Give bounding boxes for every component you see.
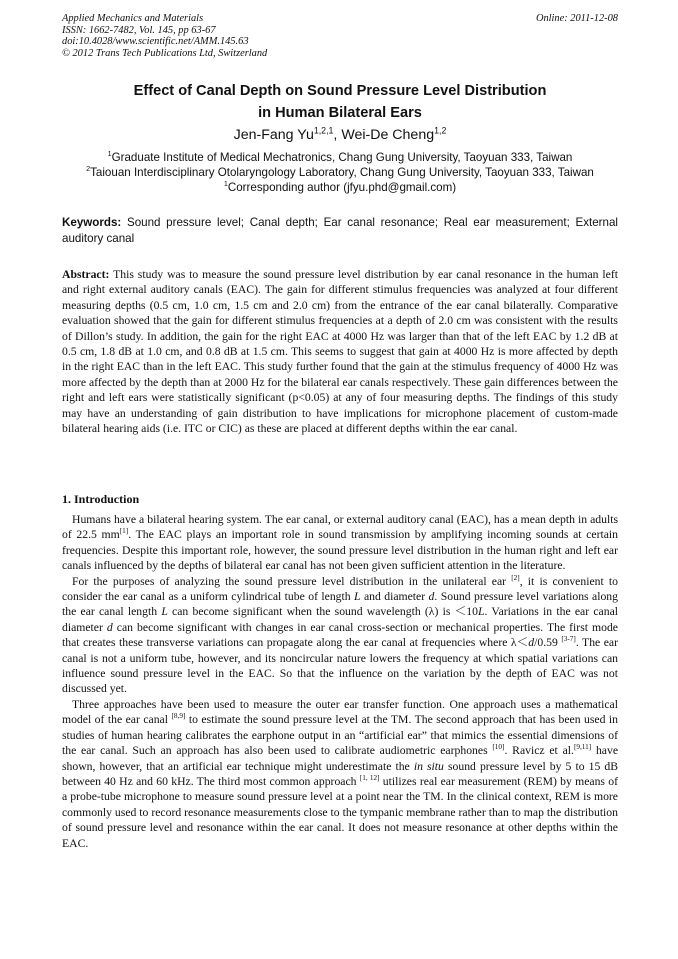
intro-paragraph-2 [62, 574, 618, 697]
p3-text-c: . Ravicz et al. [504, 744, 574, 758]
paper-title [62, 80, 618, 124]
p3-text-d: have shown, however, that an artificial ear technique might underestimate the [62, 744, 619, 773]
journal-name: Applied Mechanics and Materials [62, 13, 204, 24]
p1-text-a: Humans have a bilateral hearing system. The ear canal, or external auditory canal (EAC), has a mean depth in adults of 22.5 mm [62, 513, 618, 542]
in-situ-term: in situ [413, 759, 444, 773]
affiliation-2 [62, 163, 618, 181]
author-2-name: Wei-De Cheng [341, 127, 435, 143]
p2-text-j: . The ear canal is not a uniform tube, however, and its noncircular nature lowers the frequency at which spatial variations can influence sound pressure level in the EAC. So that the influence on the variation by the depth of EAC was not discussed yet. [62, 636, 618, 696]
affiliations [62, 151, 618, 195]
keywords-label: Keywords: [62, 216, 122, 229]
citation-9-11[interactable]: [9,11] [573, 743, 592, 752]
p2-text-a: For the purposes of analyzing the sound pressure level distribution in the unilateral ear [72, 574, 512, 588]
symbol-d: d [528, 636, 535, 650]
p2-text-c: and diameter [360, 590, 429, 604]
p2-text-i: /0.59 [534, 636, 562, 650]
affiliation-2-marker: 2 [86, 163, 91, 173]
symbol-L: L [354, 590, 361, 604]
symbol-L: L [477, 605, 485, 619]
affiliation-1-marker: 1 [107, 149, 112, 159]
abstract-block [62, 267, 618, 436]
p3-text-b: to estimate the sound pressure level at the TM. The second approach that has been used in studies of human hearing calibrates the earphone output in an “artificial ear” that mimics the essential dimensions of the ear canal. Such an approach has also been used to calibrate audiometric earphones [62, 713, 618, 758]
author-list [62, 125, 618, 145]
symbol-d: d [428, 590, 435, 604]
citation-8-9[interactable]: [8,9] [171, 712, 186, 721]
affiliation-1-text: Graduate Institute of Medical Mechatronics, Chang Gung University, Taoyuan 333, Taiwan [111, 151, 573, 164]
introduction-body [62, 512, 618, 851]
citation-10[interactable]: [10] [492, 743, 505, 752]
issn-line: ISSN: 1662-7482, Vol. 145, pp 63-67 [62, 24, 216, 36]
author-1-name: Jen-Fang Yu [233, 127, 314, 143]
symbol-d: d [106, 620, 113, 634]
p2-text-e: . Sound pressure level variations along the ear canal length [62, 590, 618, 619]
journal-header [62, 13, 618, 59]
title-line-2: in Human Bilateral Ears [258, 105, 422, 121]
intro-paragraph-1 [62, 512, 618, 574]
citation-2[interactable]: [2] [511, 573, 520, 582]
corresponding-author [62, 178, 618, 196]
online-date: Online: 2011-12-08 [535, 13, 618, 24]
citation-1[interactable]: [1] [119, 527, 129, 536]
p2-text-b: , it is convenient to consider the ear canal as a uniform cylindrical tube of length [62, 574, 618, 604]
author-separator: , [333, 127, 342, 143]
corresponding-marker: 1 [223, 178, 228, 188]
abstract-text: This study was to measure the sound pressure level distribution by ear canal resonance in the human left and right external auditory canals (EAC). The gain for different stimulus frequencies was analyzed at four different measuring depths (0.5 cm, 1.0 cm, 1.5 cm and 2.0 cm) from the entrance of the ear canal bilaterally. Comparative evaluation showed that the gain for different stimulus frequencies at a depth of 2.0 cm was consistent with the results of Dillon’s study. In addition, the gain for the right EAC at 4000 Hz was larger than that of the left EAC by 1.2 dB at 0.5 cm, 1.8 dB at 1.0 cm, and 0.8 dB at 1.5 cm. This seems to suggest that gain at 4000 Hz is more affected by depth in the right EAC than in the left EAC. This study further found that the gain at the stimulus frequency of 4000 Hz was more affected by the depth than at 2000 Hz for the bilateral ear canals respectively. These gain differences between the right and left ears were statistically significant (p<0.05) at any of four measuring depths. The findings of this study may have an understanding of gain distribution to have implications for microphone placement of custom-made bilateral hearing aids (i.e. ITC or CIC) as these are placed at different depths within the ear canal. [62, 268, 618, 436]
intro-paragraph-3 [62, 697, 618, 851]
p2-text-h: can become significant with changes in ear canal cross-section or mechanical properties. The first mode that creates these transverse variations can propagate along the ear canal at frequencies where λ＜ [62, 620, 618, 650]
symbol-L: L [161, 605, 168, 619]
p3-text-e: sound pressure level by 5 to 15 dB between 40 Hz and 60 kHz. The third most common approach [62, 759, 619, 788]
keywords-block [62, 215, 618, 247]
title-line-1: Effect of Canal Depth on Sound Pressure Level Distribution [133, 83, 547, 99]
affiliation-2-text: Taiouan Interdisciplinary Otolaryngology Laboratory, Chang Gung University, Taoyuan 333, Taiwan [90, 165, 594, 179]
p1-text-b: . The EAC plays an important role in sound transmission by amplifying incoming sounds at certain frequencies. Despite this important role, however, the sound pressure level distribution in the human right and left ear canals influenced by the depths of bilateral ear canal has not been given sufficient attention in the literature. [62, 528, 618, 573]
p2-text-g: . Variations in the ear canal diameter [62, 605, 619, 634]
author-1-affil-marker: 1,2,1 [313, 125, 334, 136]
citation-1-12[interactable]: [1, 12] [359, 774, 380, 783]
copyright-line: © 2012 Trans Tech Publications Ltd, Switzerland [62, 47, 268, 59]
section-heading-introduction: 1. Introduction [62, 492, 140, 506]
keywords-text: Sound pressure level; Canal depth; Ear canal resonance; Real ear measurement; External auditory canal [62, 216, 618, 245]
abstract-label: Abstract: [62, 268, 110, 281]
author-2-affil-marker: 1,2 [434, 125, 447, 136]
p2-text-f: can become significant when the sound wavelength (λ) is ＜10 [167, 605, 478, 619]
p3-text-a: Three approaches have been used to measure the outer ear transfer function. One approach uses a mathematical model of the ear canal [62, 697, 618, 727]
affiliation-1 [62, 151, 618, 166]
citation-3-7[interactable]: [3-7] [561, 635, 576, 644]
corresponding-author-text: Corresponding author (jfyu.phd@gmail.com) [227, 180, 457, 194]
doi-line: doi:10.4028/www.scientific.net/AMM.145.63 [62, 36, 249, 48]
p3-text-f: utilizes real ear measurement (REM) by means of a probe-tube microphone to measure sound pressure level at a point near the TM. In the clinical context, REM is more commonly used to record resonance measurements close to the tympanic membrane rather than to map the distribution of sound pressure level and resonance within the ear canal. It does not measure resonance at other depths within the EAC. [62, 774, 618, 850]
